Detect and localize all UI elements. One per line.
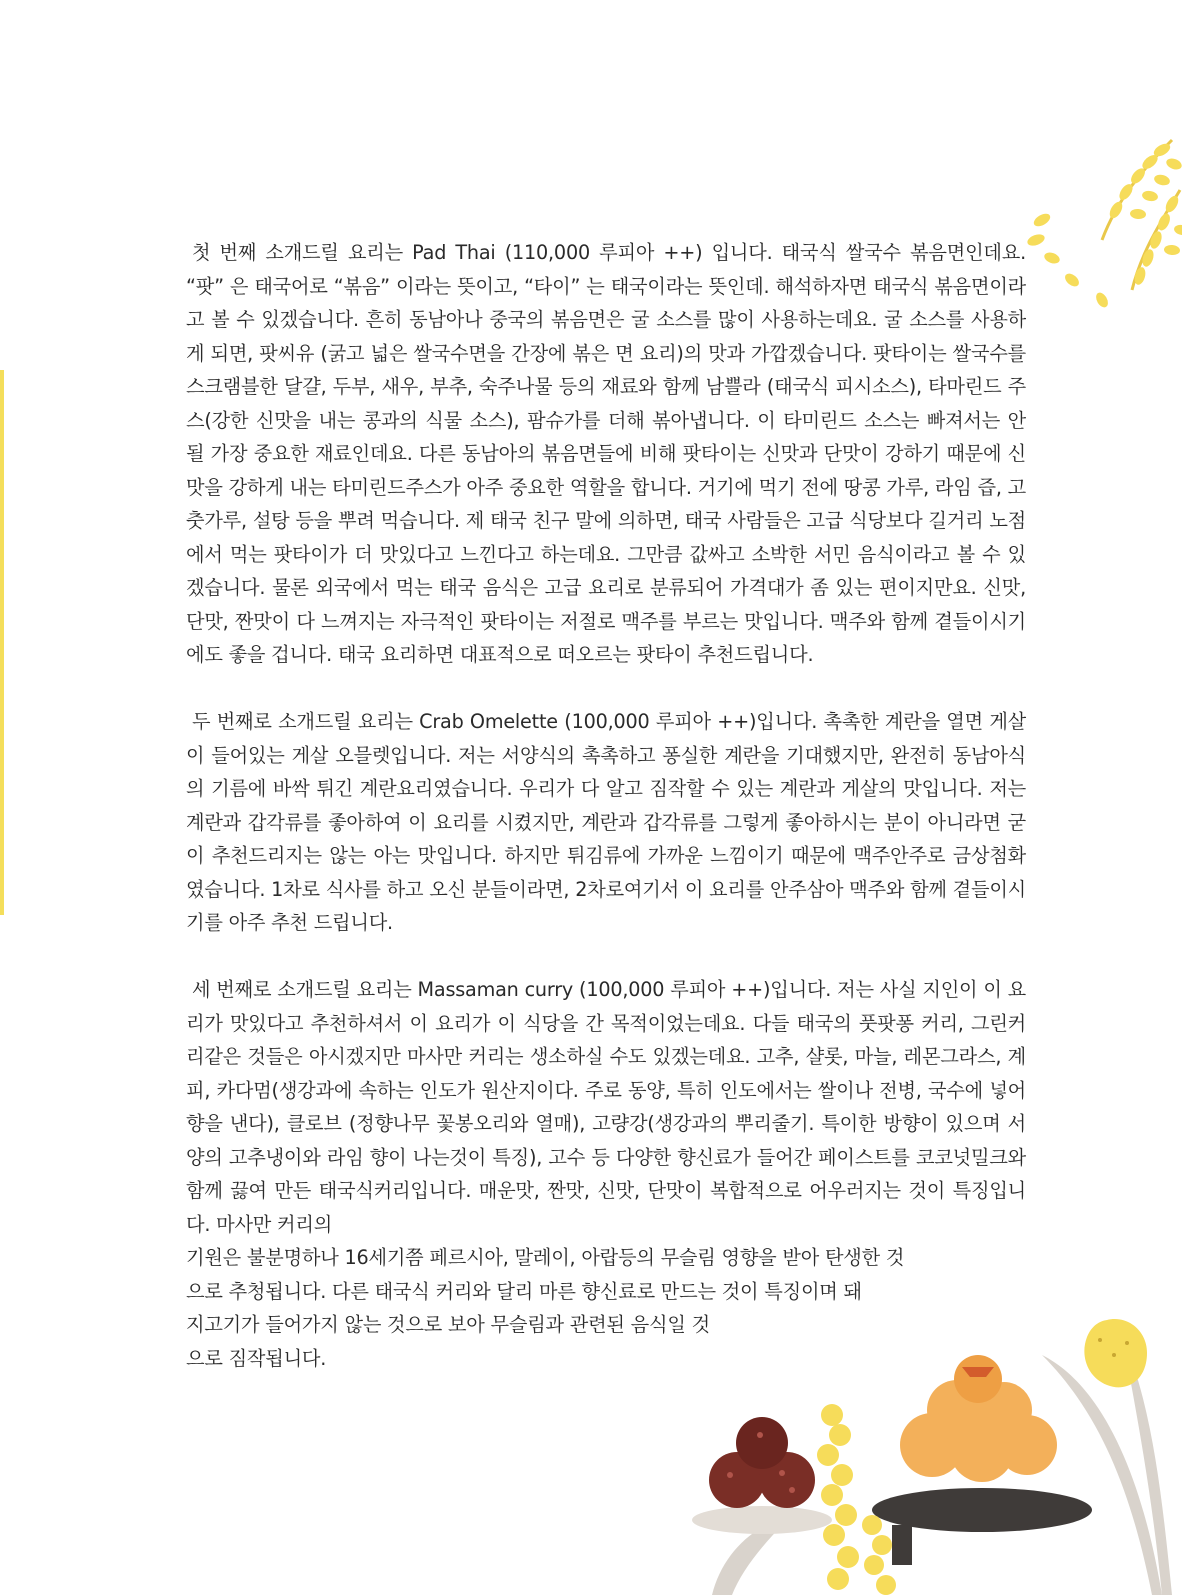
paragraph-massaman-line: 기원은 불분명하나 16세기쯤 페르시아, 말레이, 아랍등의 무슬림 영향을 받아 탄생한 것 [186,1246,905,1269]
paragraph-massaman-line: 으로 짐작됩니다. [186,1346,327,1370]
rice-stalk-illustration [1022,130,1182,320]
article-body [186,236,1026,1375]
left-edge-accent-bar [0,370,4,915]
paragraph-massaman-line: 으로 추청됩니다. 다른 태국식 커리와 달리 마른 향신료로 만드는 것이 특징이며 돼 [186,1279,862,1303]
paragraph-crab-omelette: 두 번째로 소개드릴 요리는 Crab Omelette (100,000 루피아 ++)입니다. 촉촉한 계란을 열면 게살이 들어있는 게살 오믈렛입니다. 저는 서양식의 촉촉하고 퐁실한 계란을 기대했지만, 완전히 동남아식의 기름에 바싹 튀긴 계란요리였습니다. 우리가 다 알고 짐작할 수 있는 계란과 게살의 맛입니다. 저는 계란과 갑각류를 좋아하여 이 요리를 시켰지만, 계란과 갑각류를 그렇게 좋아하시는 분이 아니라면 굳이 추천드리지는 않는 아는 맛입니다. 하지만 튀김류에 가까운 느낌이기 때문에 맥주안주로 금상첨화였습니다. 1차로 식사를 하고 오신 분들이라면, 2차로여기서 이 요리를 안주삼아 맥주와 함께 곁들이시기를 아주 추천 드립니다. [186,710,1027,934]
dark-dumplings-illustration [692,1417,832,1534]
paragraph-massaman-line: 지고기가 들어가지 않는 것으로 보아 무슬림과 관련된 음식일 것 [186,1313,710,1336]
paragraph-massaman-curry [186,973,1026,1375]
paragraph-pad-thai: 첫 번째 소개드릴 요리는 Pad Thai (110,000 루피아 ++) 입니다. 태국식 쌀국수 볶음면인데요. “팟” 은 태국어로 “볶음” 이라는 뜻이고, “타이” 는 태국이라는 뜻인데. 해석하자면 태국식 볶음면이라고 볼 수 있겠습니다. 흔히 동남아나 중국의 볶음면은 굴 소스를 많이 사용하는데요. 굴 소스를 사용하게 되면, 팟씨유 (굵고 넓은 쌀국수면을 간장에 볶은 면 요리)의 맛과 가깝겠습니다. 팟타이는 쌀국수를 스크램블한 달걀, 두부, 새우, 부추, 숙주나물 등의 재료와 함께 남쁠라 (태국식 피시소스), 타마린드 주스(강한 신맛을 내는 콩과의 식물 소스), 팜슈가를 더해 볶아냅니다. 이 타미린드 소스는 빠져서는 안 될 가장 중요한 재료인데요. 다른 동남아의 볶음면들에 비해 팟타이는 신맛과 단맛이 강하기 때문에 신맛을 강하게 내는 타미린드주스가 아주 중요한 역할을 합니다. 거기에 먹기 전에 땅콩 가루, 라임 즙, 고춧가루, 설탕 등을 뿌려 먹습니다. 제 태국 친구 말에 의하면, 태국 사람들은 고급 식당보다 길거리 노점에서 먹는 팟타이가 더 맛있다고 느낀다고 하는데요. 그만큼 값싸고 소박한 서민 음식이라고 볼 수 있겠습니다. 물론 외국에서 먹는 태국 음식은 고급 요리로 분류되어 가격대가 좀 있는 편이지만요. 신맛, 단맛, 짠맛이 다 느껴지는 자극적인 팟타이는 저절로 맥주를 부르는 맛입니다. 맥주와 함께 곁들이시기에도 좋을 겁니다. 태국 요리하면 대표적으로 떠오르는 팟타이 추천드립니다. [186,241,1026,666]
yellow-flower-sprig-illustration [817,1404,896,1595]
dark-plate-illustration [872,1488,1092,1565]
paragraph-massaman-line: 세 번째로 소개드릴 요리는 Massaman curry (100,000 루피아 ++)입니다. 저는 사실 지인이 이 요리가 맛있다고 추천하셔서 이 요리가 이 식당을 간 목적이었는데요. 다들 태국의 풋팟퐁 커리, 그린커리같은 것들은 아시겠지만 마사만 커리는 생소하실 수도 있겠는데요. 고추, 샬롯, 마늘, 레몬그라스, 계피, 카다멈(생강과에 속하는 인도가 원산지이다. 주로 동양, 특히 인도에서는 쌀이나 전병, 국수에 넣어 향을 낸다), 클로브 (정향나무 꽃봉오리와 열매), 고량강(생강과의 뿌리줄기. 특이한 방향이 있으며 서양의 고추냉이와 라임 향이 나는것이 특징), 고수 등 다양한 향신료가 들어간 페이스트를 코코넛밀크와 함께 끓여 만든 태국식커리입니다. 매운맛, 짠맛, 신맛, 단맛이 복합적으로 어우러지는 것이 특징입니다. 마사만 커리의 [186,978,1026,1236]
yellow-fruit-illustration [1084,1319,1147,1387]
